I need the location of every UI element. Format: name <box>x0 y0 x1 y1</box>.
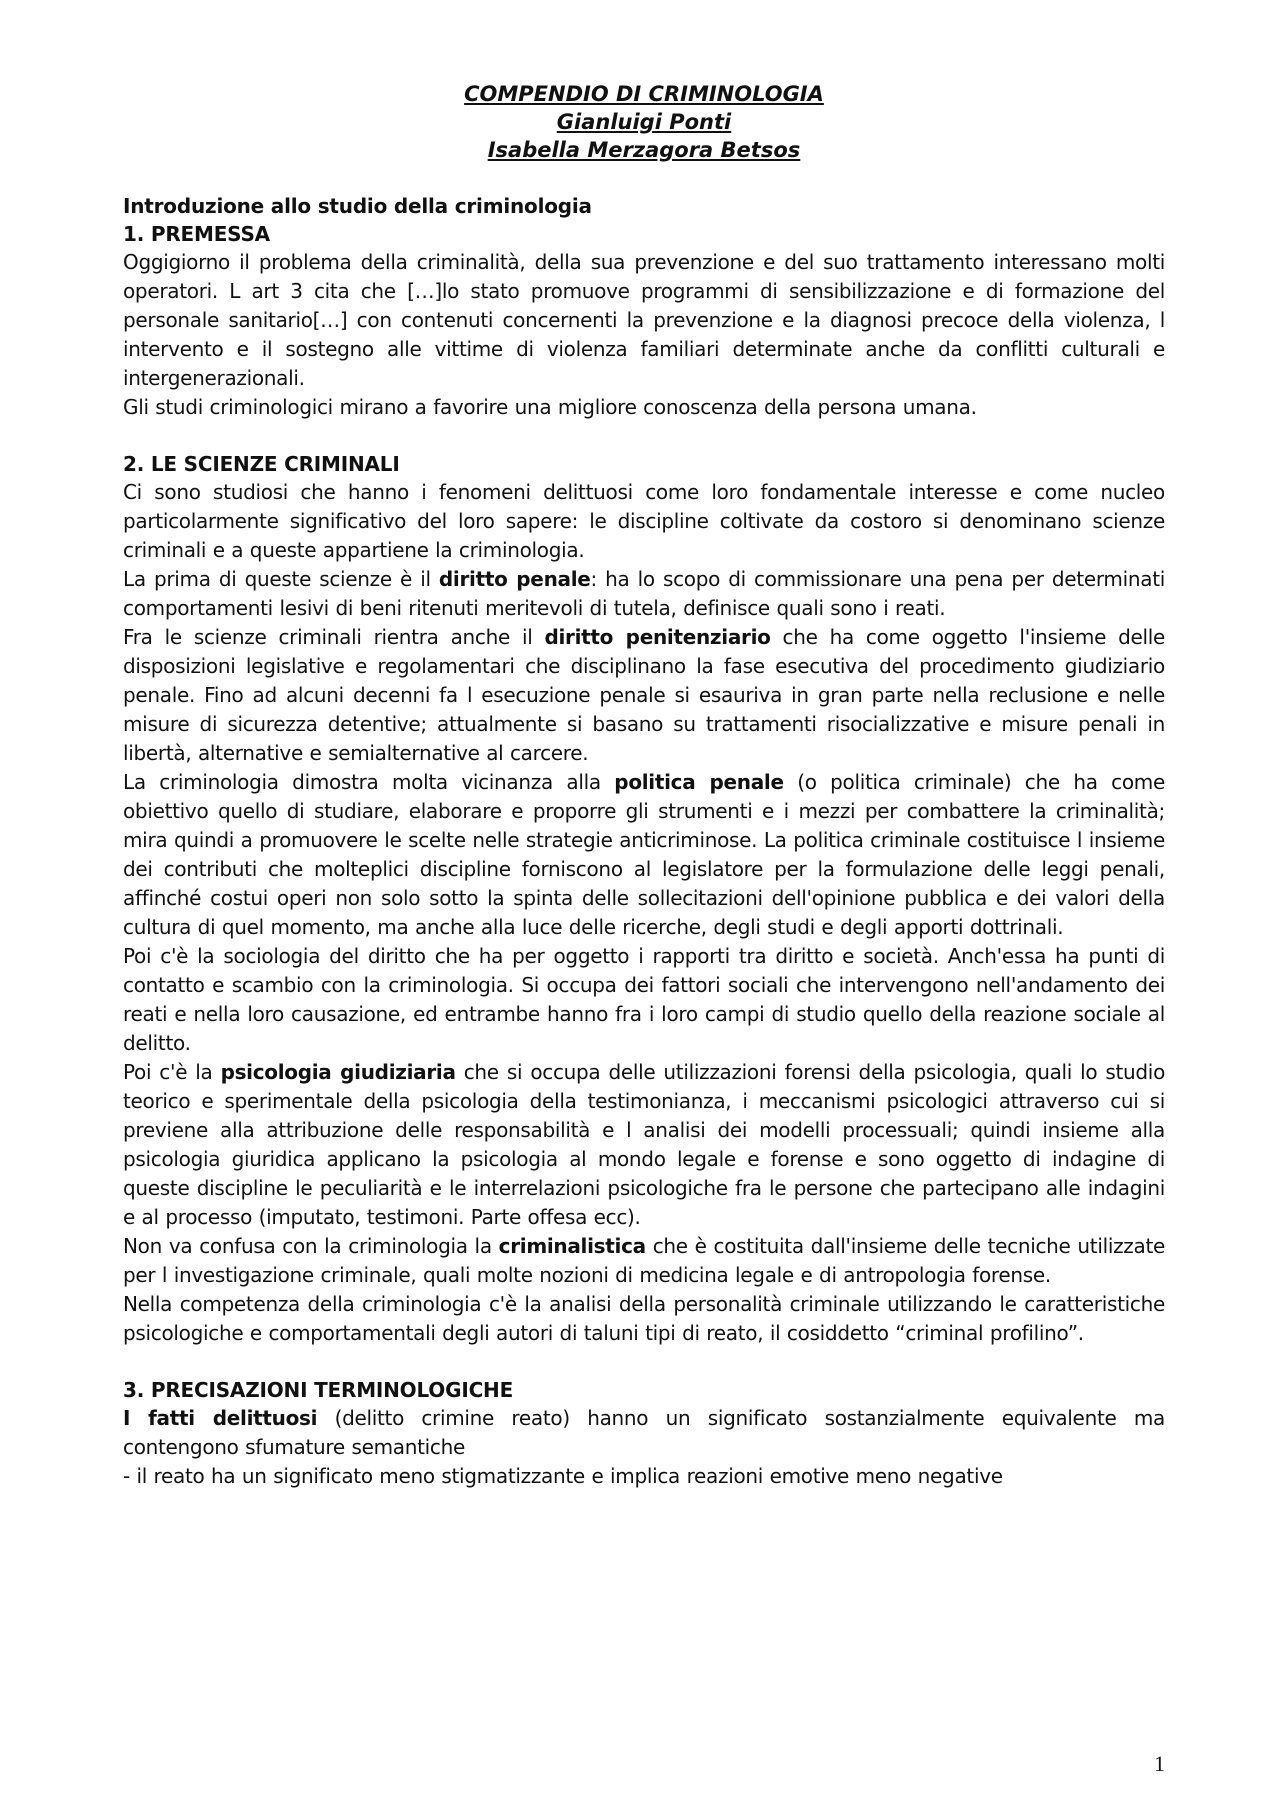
paragraph-text: Poi c'è la <box>123 1060 221 1084</box>
paragraph-text: che è costituita dall'insieme delle tecniche utilizzate per l investigazione criminale, quali molte nozioni di medicina legale e di antropologia forense. <box>123 1234 1165 1287</box>
paragraph: Poi c'è la sociologia del diritto che ha per oggetto i rapporti tra diritto e società. Anch'essa ha punti di contatto e scambio con la criminologia. Si occupa dei fattori sociali che intervengono nell'andamento dei reati e nella loro causazione, ed entrambe hanno fra i loro campi di studio quello della reazione sociale al delitto. <box>123 944 1165 1055</box>
paragraph: Ci sono studiosi che hanno i fenomeni delittuosi come loro fondamentale interesse e come nucleo particolarmente significativo del loro sapere: le discipline coltivate da costoro si denominano scienze criminali e a queste appartiene la criminologia. <box>123 480 1165 562</box>
paragraph <box>123 623 1165 768</box>
paragraph-text: Fra le scienze criminali rientra anche il <box>123 625 545 649</box>
author-name: Gianluigi Ponti <box>556 110 732 134</box>
paragraph: Nella competenza della criminologia c'è la analisi della personalità criminale utilizzando le caratteristiche psicologiche e comportamentali degli autori di taluni tipi di reato, il cosiddetto “criminal profilino”. <box>123 1292 1165 1345</box>
term-psicologia-giudiziaria: psicologia giudiziaria <box>220 1060 456 1084</box>
term-politica-penale: politica penale <box>614 770 784 794</box>
paragraph <box>123 1404 1165 1462</box>
page-number: 1 <box>1154 1751 1165 1776</box>
term-diritto-penitenziario: diritto penitenziario <box>544 625 771 649</box>
paragraph <box>123 1058 1165 1232</box>
term-fatti-delittuosi: I fatti delittuosi <box>123 1406 318 1430</box>
paragraph-text: (o politica criminale) che ha come obiettivo quello di studiare, elaborare e proporre gli strumenti e i mezzi per combattere la criminalità; mira quindi a promuovere le scelte nelle strategie anticriminose. La politica criminale costituisce l insieme dei contributi che molteplici discipline forniscono al legislatore per la formulazione delle leggi penali, affinché costui operi non solo sotto la spinta delle sollecitazioni dell'opinione pubblica e dei valori della cultura di quel momento, ma anche alla luce delle ricerche, degli studi e degli apporti dottrinali. <box>123 770 1165 939</box>
author-name: Isabella Merzagora Betsos <box>487 138 801 162</box>
paragraph <box>123 768 1165 942</box>
term-diritto-penale: diritto penale <box>438 567 591 591</box>
paragraph-text: Non va confusa con la criminologia la <box>123 1234 499 1258</box>
chapter-title: Introduzione allo studio della criminologia <box>123 194 592 218</box>
document-page <box>123 80 1165 1491</box>
paragraph <box>123 1232 1165 1290</box>
paragraph: Gli studi criminologici mirano a favorire una migliore conoscenza della persona umana. <box>123 395 977 419</box>
document-title: COMPENDIO DI CRIMINOLOGIA <box>464 82 824 106</box>
paragraph-text: (delitto crimine reato) hanno un significato sostanzialmente equivalente ma contengono sfumature semantiche <box>123 1406 1165 1459</box>
paragraph-text: La prima di queste scienze è il <box>123 567 439 591</box>
paragraph: - il reato ha un significato meno stigmatizzante e implica reazioni emotive meno negative <box>123 1464 1003 1488</box>
paragraph-text: che ha come oggetto l'insieme delle disposizioni legislative e regolamentari che disciplinano la fase esecutiva del procedimento giudiziario penale. Fino ad alcuni decenni fa l esecuzione penale si esauriva in gran parte nella reclusione e nelle misure di sicurezza detentive; attualmente si basano su trattamenti risocializzative e misure penali in libertà, alternative e semialternative al carcere. <box>123 625 1165 765</box>
section-title-scienze-criminali: 2. LE SCIENZE CRIMINALI <box>123 452 400 476</box>
term-criminalistica: criminalistica <box>498 1234 646 1258</box>
paragraph: Oggigiorno il problema della criminalità, della sua prevenzione e del suo trattamento interessano molti operatori. L art 3 cita che […]lo stato promuove programmi di sensibilizzazione e di formazione del personale sanitario[…] con contenuti concernenti la prevenzione e la diagnosi precoce della violenza, l intervento e il sostegno alle vittime di violenza familiari determinate anche da conflitti culturali e intergenerazionali. <box>123 250 1165 390</box>
section-title-premessa: 1. PREMESSA <box>123 222 270 246</box>
paragraph-text: che si occupa delle utilizzazioni forensi della psicologia, quali lo studio teorico e sperimentale della psicologia della testimonianza, i meccanismi psicologici attraverso cui si previene alla attribuzione delle responsabilità e l analisi dei modelli processuali; quindi insieme alla psicologia giuridica applicano la psicologia al mondo legale e forense e sono oggetto di indagine di queste discipline le peculiarità e le interrelazioni psicologiche fra le persone che partecipano alle indagini e al processo (imputato, testimoni. Parte offesa ecc). <box>123 1060 1166 1229</box>
paragraph-text: La criminologia dimostra molta vicinanza alla <box>123 770 615 794</box>
paragraph-text: : ha lo scopo di commissionare una pena per determinati comportamenti lesivi di beni ritenuti meritevoli di tutela, definisce quali sono i reati. <box>123 567 1165 620</box>
section-title-precisazioni: 3. PRECISAZIONI TERMINOLOGICHE <box>123 1378 514 1402</box>
paragraph <box>123 565 1165 623</box>
